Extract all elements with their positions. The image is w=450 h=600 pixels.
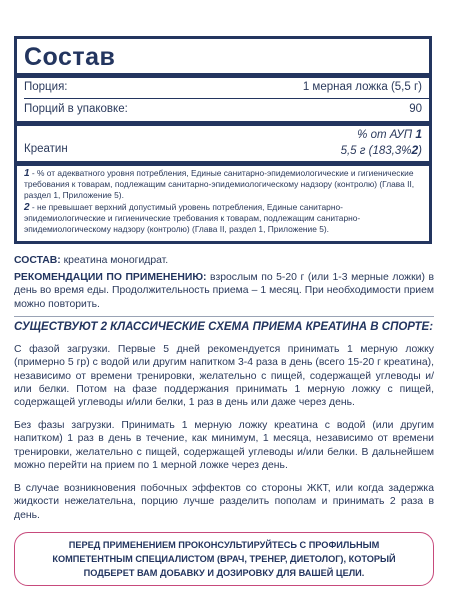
creatine-row [24,143,422,155]
packs-label: Порций в упаковке: [24,103,128,115]
schemes-heading: СУЩЕСТВУЮТ 2 КЛАССИЧЕСКИЕ СХЕМА ПРИЕМА КРЕАТИНА В СПОРТЕ: [14,321,434,333]
packs-value: 90 [409,103,422,115]
consultation-warning: ПЕРЕД ПРИМЕНЕНИЕМ ПРОКОНСУЛЬТИРУЙТЕСЬ С ПРОФИЛЬНЫМ КОМПЕТЕНТНЫМ СПЕЦИАЛИСТОМ (ВРАЧ, ТРЕНЕР, ДИЕТОЛОГ), КОТОРЫЙ ПОДБЕРЕТ ВАМ ДОБАВКУ И ДОЗИРОВКУ ДЛЯ ВАШЕЙ ЦЕЛИ. [14,532,434,586]
aup-header: % от АУП 1 [357,127,422,141]
portion-value: 1 мерная ложка (5,5 г) [302,81,422,93]
composition-text: СОСТАВ: креатина моногидрат. [14,255,169,266]
packs-row [24,103,422,115]
portion-label: Порция: [24,81,68,93]
packs-divider [17,121,429,126]
aup-footnote-mark: 1 [415,127,422,141]
facts-title: Состав [24,43,116,71]
creatine-divider [17,161,429,166]
title-divider [17,73,429,78]
footnote-2: 2 - не превышает верхний допустимый уровень потребления, Единые санитарно-эпидемиологические и гигиенические требования к товарам, подлежащим санитарно-эпидемиологическому надзору (контролю) (Глава II, раздел 1, Приложение 5). [24,202,361,234]
side-effects-text: В случае возникновения побочных эффектов со стороны ЖКТ, или когда задержка жидкости нежелательна, порцию лучше разделить пополам и принимать 2 раза в день. [14,483,434,521]
creatine-footnote-mark: 2 [411,143,419,157]
portion-row [24,81,422,93]
creatine-value: 5,5 г (183,3%2) [340,143,422,157]
portion-divider [24,98,429,99]
scheme-without-loading: Без фазы загрузки. Принимать 1 мерную ложку креатина с водой (или другим напитком) 1 раз в день в течение, как минимум, 1 месяца, независимо от времени тренировки, желательно с пищей, содержащей углеводы и/или белки. В дальнейшем можно перейти на прием по 1 мерной ложке через день. [14,420,434,471]
section-divider [14,316,434,317]
recommendations-text: РЕКОМЕНДАЦИИ ПО ПРИМЕНЕНИЮ: взрослым по 5-20 г (или 1-3 мерные ложки) в день во время еды. Продолжительность приема – 1 месяц. При необходимости прием можно повторить. [14,272,434,310]
scheme-with-loading: С фазой загрузки. Первые 5 дней рекомендуется принимать 1 мерную ложку (примерно 5 гр) с водой или другим напитком 3-4 раза в день (всего 15-20 г креатина), независимо от времени тренировки, желательно с пищей, содержащей углеводы и/или белки. Потом на фазе поддержания принимать 1 мерную ложку с пищей, содержащей углеводы и/или белки, 1 раз в день или даже через день. [14,344,434,409]
nutrition-facts-panel [14,36,432,244]
footnote-1: 1 - % от адекватного уровня потребления, Единые санитарно-эпидемиологические и гигиенические требования к товарам, подлежащим санитарно-эпидемиологическому надзору (контролю) (Глава II, раздел 1, Приложение 5). [24,168,415,200]
creatine-label: Креатин [24,143,68,155]
